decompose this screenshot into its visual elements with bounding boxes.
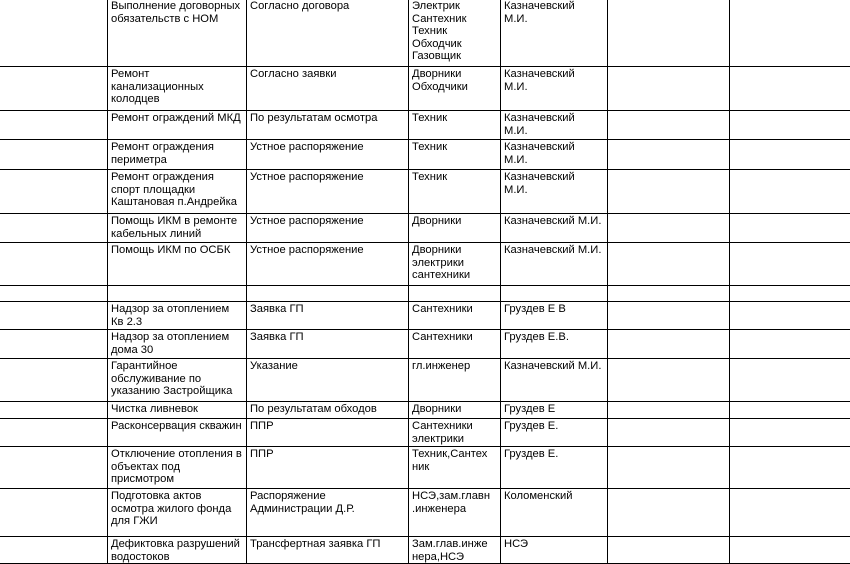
empty-cell <box>608 140 730 170</box>
table-row <box>0 0 850 67</box>
empty-cell <box>730 537 850 564</box>
task-cell: Ремонт канализационных колодцев <box>108 67 247 111</box>
responsible-cell: Казначевский М.И. <box>501 214 608 243</box>
basis-cell: Устное распоряжение <box>247 243 409 286</box>
empty-cell <box>608 67 730 111</box>
basis-cell: Распоряжение Администрации Д.Р. <box>247 489 409 537</box>
task-cell: Ремонт ограждений МКД <box>108 111 247 140</box>
empty-cell <box>730 67 850 111</box>
empty-cell <box>730 489 850 537</box>
empty-cell <box>730 286 850 302</box>
responsible-cell: Казначевский М.И. <box>501 359 608 402</box>
margin-cell <box>0 67 108 111</box>
table-row <box>0 286 850 302</box>
empty-cell <box>730 359 850 402</box>
basis-cell <box>247 286 409 302</box>
margin-cell <box>0 330 108 359</box>
executors-cell: Дворники <box>409 402 501 419</box>
margin-cell <box>0 170 108 214</box>
basis-cell: Устное распоряжение <box>247 214 409 243</box>
responsible-cell: Казначевский М.И. <box>501 140 608 170</box>
task-cell: Отключение отопления в объектах под присмотром <box>108 447 247 489</box>
basis-cell: Согласно договора <box>247 0 409 67</box>
empty-cell <box>730 330 850 359</box>
margin-cell <box>0 302 108 330</box>
executors-cell: НСЭ,зам.главн .инженера <box>409 489 501 537</box>
basis-cell: По результатам осмотра <box>247 111 409 140</box>
basis-cell: Указание <box>247 359 409 402</box>
task-cell: Надзор за отоплением Кв 2.3 <box>108 302 247 330</box>
responsible-cell: Казначевский М.И. <box>501 111 608 140</box>
table-row <box>0 67 850 111</box>
task-cell: Помощь ИКМ по ОСБК <box>108 243 247 286</box>
responsible-cell: Груздев Е.В. <box>501 330 608 359</box>
empty-cell <box>730 447 850 489</box>
empty-cell <box>730 111 850 140</box>
empty-cell <box>730 170 850 214</box>
empty-cell <box>608 170 730 214</box>
responsible-cell: Груздев Е. <box>501 447 608 489</box>
executors-cell: Дворники Обходчики <box>409 67 501 111</box>
task-cell: Гарантийное обслуживание по указанию Застройщика <box>108 359 247 402</box>
empty-cell <box>608 0 730 67</box>
empty-cell <box>608 402 730 419</box>
table-row <box>0 402 850 419</box>
empty-cell <box>608 111 730 140</box>
table-row <box>0 359 850 402</box>
table-row <box>0 419 850 447</box>
margin-cell <box>0 537 108 564</box>
margin-cell <box>0 243 108 286</box>
empty-cell <box>608 243 730 286</box>
margin-cell <box>0 111 108 140</box>
empty-cell <box>608 286 730 302</box>
empty-cell <box>730 0 850 67</box>
task-cell: Выполнение договорных обязательств с НОМ <box>108 0 247 67</box>
margin-cell <box>0 489 108 537</box>
empty-cell <box>730 243 850 286</box>
executors-cell: Техник,Сантех ник <box>409 447 501 489</box>
task-cell: Помощь ИКМ в ремонте кабельных линий <box>108 214 247 243</box>
executors-cell: гл.инженер <box>409 359 501 402</box>
task-cell <box>108 286 247 302</box>
task-cell: Чистка ливневок <box>108 402 247 419</box>
responsible-cell <box>501 286 608 302</box>
executors-cell: Сантехники <box>409 330 501 359</box>
empty-cell <box>730 419 850 447</box>
basis-cell: Согласно заявки <box>247 67 409 111</box>
empty-cell <box>730 214 850 243</box>
table-row <box>0 537 850 564</box>
margin-cell <box>0 447 108 489</box>
empty-cell <box>608 359 730 402</box>
table-row <box>0 111 850 140</box>
empty-cell <box>608 537 730 564</box>
empty-cell <box>608 214 730 243</box>
executors-cell: Техник <box>409 111 501 140</box>
margin-cell <box>0 359 108 402</box>
task-cell: Ремонт ограждения периметра <box>108 140 247 170</box>
executors-cell <box>409 286 501 302</box>
executors-cell: Сантехники <box>409 302 501 330</box>
responsible-cell: Казначевский М.И. <box>501 170 608 214</box>
empty-cell <box>730 140 850 170</box>
executors-cell: Электрик Сантехник Техник Обходчик Газовщик <box>409 0 501 67</box>
executors-cell: Техник <box>409 140 501 170</box>
empty-cell <box>730 302 850 330</box>
basis-cell: Трансфертная заявка ГП <box>247 537 409 564</box>
basis-cell: Устное распоряжение <box>247 140 409 170</box>
table-row <box>0 170 850 214</box>
table-row <box>0 243 850 286</box>
empty-cell <box>730 402 850 419</box>
margin-cell <box>0 0 108 67</box>
responsible-cell: Казначевский М.И. <box>501 243 608 286</box>
table-row <box>0 302 850 330</box>
table-row <box>0 140 850 170</box>
task-cell: Расконсервация скважин <box>108 419 247 447</box>
table-row <box>0 214 850 243</box>
empty-cell <box>608 302 730 330</box>
margin-cell <box>0 419 108 447</box>
table-row <box>0 330 850 359</box>
basis-cell: ППР <box>247 447 409 489</box>
responsible-cell: Казначевский М.И. <box>501 67 608 111</box>
basis-cell: По результатам обходов <box>247 402 409 419</box>
basis-cell: Заявка ГП <box>247 330 409 359</box>
executors-cell: Дворники электрики сантехники <box>409 243 501 286</box>
responsible-cell: НСЭ <box>501 537 608 564</box>
executors-cell: Сантехники электрики <box>409 419 501 447</box>
task-cell: Надзор за отоплением дома 30 <box>108 330 247 359</box>
executors-cell: Зам.глав.инже нера,НСЭ <box>409 537 501 564</box>
task-cell: Дефиктовка разрушений водостоков <box>108 537 247 564</box>
empty-cell <box>608 447 730 489</box>
empty-cell <box>608 330 730 359</box>
executors-cell: Дворники <box>409 214 501 243</box>
basis-cell: Устное распоряжение <box>247 170 409 214</box>
margin-cell <box>0 402 108 419</box>
margin-cell <box>0 286 108 302</box>
margin-cell <box>0 140 108 170</box>
empty-cell <box>608 489 730 537</box>
responsible-cell: Груздев Е. <box>501 419 608 447</box>
responsible-cell: Груздев Е В <box>501 302 608 330</box>
basis-cell: ППР <box>247 419 409 447</box>
task-cell: Ремонт ограждения спорт площадки Каштановая п.Андрейка <box>108 170 247 214</box>
empty-cell <box>608 419 730 447</box>
responsible-cell: Груздев Е <box>501 402 608 419</box>
responsible-cell: Казначевский М.И. <box>501 0 608 67</box>
table-row <box>0 489 850 537</box>
responsible-cell: Коломенский <box>501 489 608 537</box>
margin-cell <box>0 214 108 243</box>
task-cell: Подготовка актов осмотра жилого фонда для ГЖИ <box>108 489 247 537</box>
table-row <box>0 447 850 489</box>
basis-cell: Заявка ГП <box>247 302 409 330</box>
executors-cell: Техник <box>409 170 501 214</box>
